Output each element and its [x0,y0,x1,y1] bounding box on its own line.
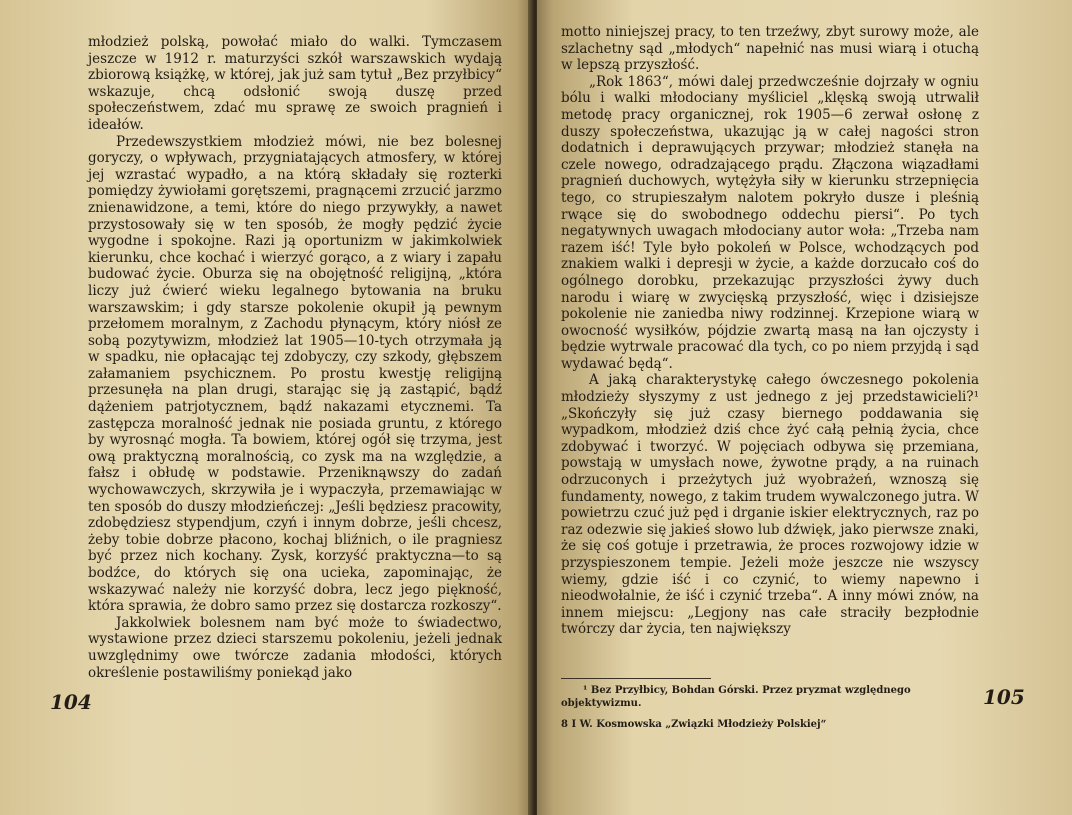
right-page-text [561,24,979,638]
right-paragraph-1: motto niniejszej pracy, to ten trzeźwy, zbyt surowy może, ale szlachetny sąd „młodych“ napełnić nas musi wiarą i otuchą w lepszą przyszłość. [561,24,979,74]
left-paragraph-3: Jakkolwiek bolesnem nam być może to świadectwo, wystawione przez dzieci starszemu pokoleniu, jeżeli jednak uwzględnimy owe twórcze zadania młodości, których określenie postawiliśmy poniekąd jako [88,614,502,681]
footnote-1: ¹ Bez Przyłbicy, Bohdan Górski. Przez pryzmat względnego objektywizmu. [561,685,911,709]
footnote-rule [561,678,711,679]
footnote-2: 8 I W. Kosmowska „Związki Młodzieży Polskiej“ [561,719,827,730]
left-page-text [88,34,502,681]
left-page [0,0,533,815]
page-number-right: 105 [983,685,1025,709]
left-paragraph-2: Przedewszystkiem młodzież mówi, nie bez bolesnej goryczy, o wpływach, przygniatających atmosfery, w której jej wzrastać wypadło, a na którą składały się rozterki pomiędzy żywiołami gorętszemi, pragnącemi zrzucić jarzmo znienawidzone, a temi, które do niego przywykły, a nawet przystosowały się w ten sposób, że mogły pędzić życie wygodne i spokojne. Razi ją oportunizm w jakimkolwiek kierunku, chce kochać i wierzyć gorąco, a z wiary i zapału budować życie. Oburza się na obojętność religijną, „która liczy już ćwierć wieku legalnego bytowania na bruku warszawskim; i gdy starsze pokolenie okupił ją pewnym przełomem moralnym, z Zachodu płynącym, który niósł ze sobą pozytywizm, młodzież lat 1905—10-tych otrzymała ją w spadku, nie opłacając tej zdobyczy, czy szkody, głębszem załamaniem psychicznem. Po prostu kwestję religijną przesunęła na plan drugi, starając się ją zastąpić, bądź dążeniem patrjotycznem, bądź nakazami etycznemi. Ta zastępcza moralność jednak nie posiada gruntu, z którego by wyrosnąć mogła. Ta bowiem, której ogół się trzyma, jest ową praktyczną moralnością, co zysk ma na względzie, a fałsz i obłudę w podstawie. Przeniknąwszy do zadań wychowawczych, skrzywiła je i wypaczyła, przemawiając w ten sposób do duszy młodzieńczej: „Jeśli będziesz pracowity, zdobędziesz stypendjum, czyń i innym dobrze, jeśli chcesz, żeby tobie dobrze płacono, kochaj bliźnich, o ile pragniesz być przez nich kochany. Zysk, korzyść praktyczna—to są bodźce, do których się ona ucieka, zapominając, że wskazywać należy nie korzyść dobra, lecz jego piękność, która sprawia, że dobro samo przez się dostarcza rozkoszy“. [88,133,502,615]
right-paragraph-2: „Rok 1863“, mówi dalej przedwcześnie dojrzały w ogniu bólu i walki młodociany myśliciel „klęską swoją utrwalił metodę pracy organicznej, rok 1905—6 zerwał osłonę z duszy społeczeństwa, ukazując ją w całej nagości stron dodatnich i deprawujących przywar; młodzież stanęła na czele nowego, odradzającego prądu. Złączona wiązadłami pragnień duchowych, wytężyła siły w kierunku strzepnięcia tego, co strupieszałym nalotem pokryło dusze i pleśnią rwące się do swobodnego oddechu piersi“. Po tych negatywnych uwagach młodociany autor woła: „Trzeba nam razem iść! Tyle było pokoleń w Polsce, wchodzących pod znakiem walki i depresji w życie, a każde dorzucało coś do ogólnego dorobku, przekazując przyszłości żywy duch narodu i wiarę w zwycięską przyszłość, więc i dzisiejsze pokolenie nie zaniedba niwy rodzinnej. Krzepione wiarą w owocność wysiłków, pójdzie zwartą masą na łan ojczysty i będzie wytrwale pracować dla tych, co po niem przyjdą i sąd wydawać będą“. [561,73,979,372]
right-page [537,0,1072,815]
page-number-left: 104 [50,690,92,714]
right-paragraph-3: A jaką charakterystykę całego ówczesnego pokolenia młodzieży słyszymy z ust jednego z jej przedstawicieli?¹ „Skończyły się już czasy biernego poddawania się wypadkom, młodzież dziś chce żyć całą pełnią życia, chce zdobywać i tworzyć. W pojęciach odbywa się przemiana, powstają w umysłach nowe, żywotne prądy, a na ruinach odrzuconych i przeżytych już wyobrażeń, wznoszą się fundamenty, nowego, z takim trudem wywalczonego jutra. W powietrzu czuć już pęd i drganie iskier elektrycznych, raz po raz odezwie się jakieś słowo lub dźwięk, jako pierwsze znaki, że się coś gotuje i przetrawia, że proces rozwojowy idzie w przyspieszonem tempie. Jeżeli może jeszcze nie wszyscy wiemy, gdzie iść i co czynić, to wiemy napewno i nieodwołalnie, że iść i czynić trzeba“. A inny mówi znów, na innem miejscu: „Legjony nas całe straciły bezpłodnie twórczy dar życia, ten największy [561,372,979,638]
left-paragraph-1: młodzież polską, powołać miało do walki. Tymczasem jeszcze w 1912 r. maturzyści szkół warszawskich wydają zbiorową książkę, w której, jak już sam tytuł „Bez przyłbicy“ wskazuje, chcą odsłonić swoją duszę przed społeczeństwem, zdać mu sprawę ze swoich pragnień i ideałów. [88,34,502,133]
